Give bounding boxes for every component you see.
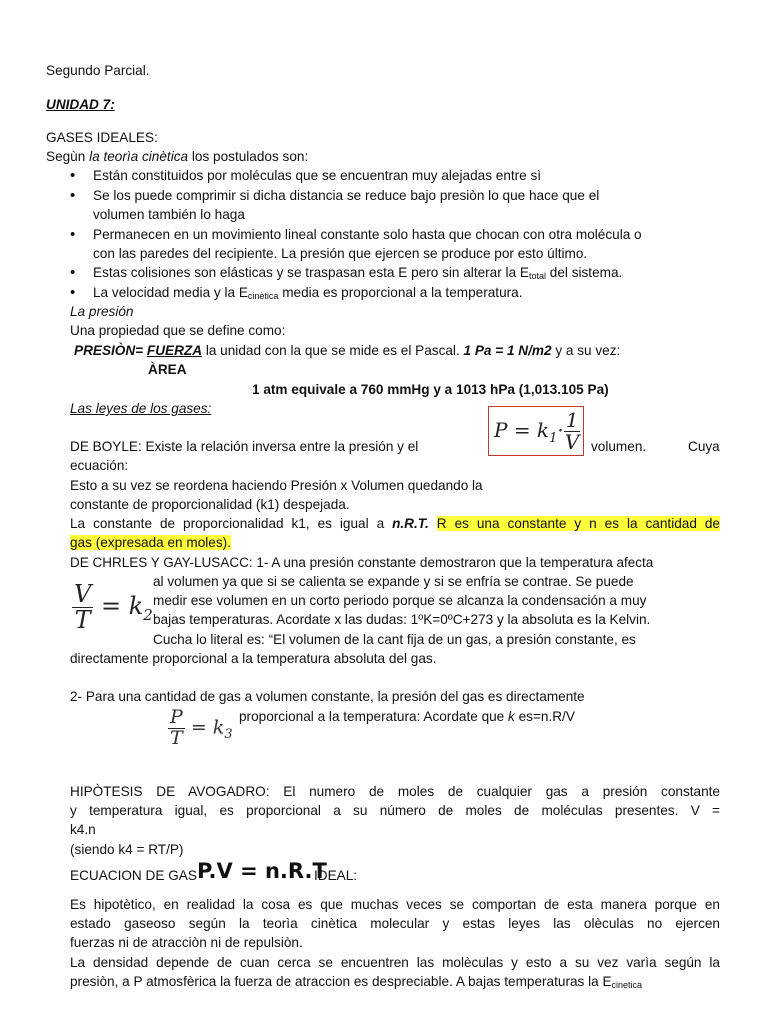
gay-lussac-text: 2- Para una cantidad de gas a volumen constante, la presión del gas es directamente xyxy=(70,689,585,704)
boyle-text: Esto a su vez se reordena haciendo Presión x Volumen quedando la xyxy=(70,478,483,493)
closing-text: fuerzas ni de atracciòn ni de repulsiòn. xyxy=(70,935,303,950)
charles-text: directamente proporcional a la temperatura absoluta del gas. xyxy=(70,651,437,666)
presion-title: La presión xyxy=(70,304,134,319)
boyle-equation: $P = k_1\cdot$ $\frac{1}{V}$ xyxy=(494,408,580,454)
ideal-gas-label: ECUACION DE GAS xyxy=(70,868,197,883)
gay-lussac-text: proporcional a la temperatura: Acordate que k es=n.R/V xyxy=(239,709,575,724)
boyle-text: constante de proporcionalidad (k1) despejada. xyxy=(70,497,350,512)
charles-text: Cucha lo literal es: “El volumen de la cant fija de un gas, a presión constante, es xyxy=(153,632,636,647)
ideal-gas-equation: P.V = n.R.T xyxy=(197,859,327,883)
bullet-icon: • xyxy=(70,264,76,281)
boyle-text: DE BOYLE: Existe la relación inversa entre la presión y el xyxy=(70,439,419,454)
k1-text: gas (expresada en moles). xyxy=(70,535,231,550)
ideal-gas-label: IDEAL: xyxy=(314,868,358,883)
avogadro-text: k4.n xyxy=(70,822,96,837)
bullet-text: volumen también lo haga xyxy=(93,207,245,222)
presion-definition: Una propiedad que se define como: xyxy=(70,323,286,338)
charles-text: medir ese volumen en un corto periodo porque se alcanza la condensación a muy xyxy=(153,593,647,608)
bullet-text: Permanecen en un movimiento lineal constante solo hasta que chocan con otra molécula o xyxy=(93,227,642,242)
bullet-icon: • xyxy=(70,187,76,204)
closing-text: Es hipotètico, en realidad la cosa es que muchas veces se comportan de esta manera porque en xyxy=(70,897,720,912)
boyle-text: ecuación: xyxy=(70,458,129,473)
bullet-icon: • xyxy=(70,167,76,184)
unit-heading: UNIDAD 7: xyxy=(46,97,115,112)
laws-title: Las leyes de los gases: xyxy=(70,401,212,416)
charles-text: al volumen ya que si se calienta se expande y si se enfría se contrae. Se puede xyxy=(153,574,634,589)
intro-line: Segùn la teorìa cinètica los postulados son: xyxy=(46,149,309,164)
charles-text: bajas temperaturas. Acordate x las dudas: 1ºK=0ºC+273 y la absoluta es la Kelvin. xyxy=(153,612,651,627)
closing-text: estado gaseoso según la teorìa cinètica molecular y estas leyes las olèculas no ejercen xyxy=(70,916,720,931)
closing-text: La densidad depende de cuan cerca se encuentren las molèculas y esto a su vez varìa según la xyxy=(70,955,720,970)
doc-title: Segundo Parcial. xyxy=(46,63,150,78)
bullet-icon: • xyxy=(70,226,76,243)
avogadro-text: (siendo k4 = RT/P) xyxy=(70,842,184,857)
presion-formula: PRESIÒN= FUERZA la unidad con la que se mide es el Pascal. 1 Pa = 1 N/m2 y a su vez: xyxy=(74,343,621,358)
bullet-text: Estas colisiones son elásticas y se traspasan esta E pero sin alterar la $E_{total}$ del sistema. xyxy=(93,265,623,281)
atm-equivalence: 1 atm equivale a 760 mmHg y a 1013 hPa (1,013.105 Pa) xyxy=(252,382,609,397)
bullet-text: Están constituidos por moléculas que se encuentran muy alejadas entre sì xyxy=(93,168,542,183)
bullet-icon: • xyxy=(70,284,76,301)
bullet-text: Se los puede comprimir si dicha distancia se reduce bajo presiòn lo que hace que el xyxy=(93,188,600,203)
boyle-text: volumen. xyxy=(591,439,647,454)
charles-equation: $\frac{V}{T}$ = $k_2$ xyxy=(74,580,153,635)
presion-area: ÀREA xyxy=(148,362,187,377)
bullet-text: con las paredes del recipiente. La presión que ejercen se produce por esto último. xyxy=(93,246,588,261)
charles-text: DE CHRLES Y GAY-LUSACC: 1- A una presión constante demostraron que la temperatura afecta xyxy=(70,555,654,570)
section-heading: GASES IDEALES: xyxy=(46,130,158,145)
avogadro-text: y temperatura igual, es proporcional a su número de moles de moléculas presentes. V = xyxy=(70,803,720,818)
k1-text: La constante de proporcionalidad k1, es igual a n.R.T. R es una constante y n es la cantidad de xyxy=(70,516,720,531)
closing-text: presiòn, a P atmosfèrica la fuerza de atraccion es despreciable. A bajas temperaturas la $E_{cinetica}$ xyxy=(70,974,643,990)
boyle-text: Cuya xyxy=(688,439,720,454)
bullet-text: La velocidad media y la $E_{cinètica}$ media es proporcional a la temperatura. xyxy=(93,285,523,301)
gay-lussac-equation: $\frac{P}{T}$ = $k_3$ xyxy=(170,706,233,749)
avogadro-text: HIPÒTESIS DE AVOGADRO: El numero de moles de cualquier gas a presión constante xyxy=(70,784,720,799)
